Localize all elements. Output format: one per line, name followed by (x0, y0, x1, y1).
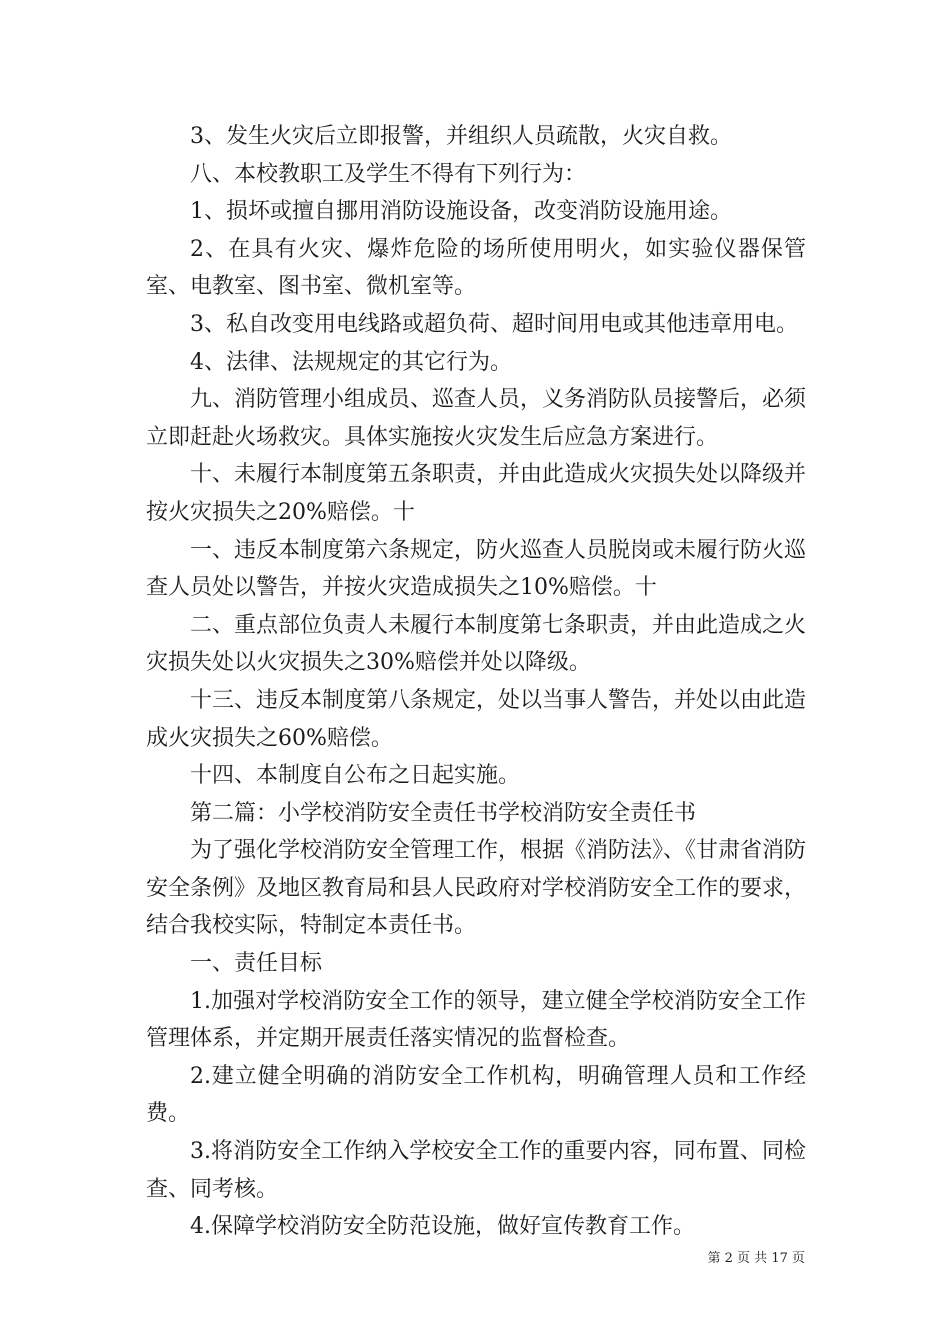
paragraph: 1.加强对学校消防安全工作的领导，建立健全学校消防安全工作管理体系，并定期开展责任落实情况的监督检查。 (146, 988, 806, 1052)
paragraph: 九、消防管理小组成员、巡查人员，义务消防队员接警后，必须立即赶赴火场救灾。具体实施按火灾发生后应急方案进行。 (146, 387, 807, 450)
paragraph: 1、损坏或擅自挪用消防设施设备，改变消防设施用途。 (190, 199, 732, 225)
paragraph: 十四、本制度自公布之日起实施。 (190, 763, 521, 789)
paragraph: 二、重点部位负责人未履行本制度第七条职责，并由此造成之火灾损失处以火灾损失之30%赔偿并处以降级。 (146, 612, 807, 676)
document-body (146, 118, 806, 1246)
paragraph: 十三、违反本制度第八条规定，处以当事人警告，并处以由此造成火灾损失之60%赔偿。 (146, 687, 807, 751)
paragraph: 八、本校教职工及学生不得有下列行为： (190, 161, 587, 187)
paragraph: 3.将消防安全工作纳入学校安全工作的重要内容，同布置、同检查、同考核。 (146, 1139, 806, 1202)
paragraph: 4.保障学校消防安全防范设施，做好宣传教育工作。 (190, 1214, 695, 1240)
paragraph: 4、法律、法规规定的其它行为。 (190, 349, 512, 375)
paragraph: 十、未履行本制度第五条职责，并由此造成火灾损失处以降级并按火灾损失之20%赔偿。十 (146, 462, 807, 525)
paragraph: 2、在具有火灾、爆炸危险的场所使用明火，如实验仪器保管室、电教室、图书室、微机室等。 (146, 236, 806, 300)
paragraph: 为了强化学校消防安全管理工作，根据《消防法》、《甘肃省消防安全条例》及地区教育局和县人民政府对学校消防安全工作的要求，结合我校实际，特制定本责任书。 (146, 838, 807, 939)
paragraph: 一、违反本制度第六条规定，防火巡查人员脱岗或未履行防火巡查人员处以警告，并按火灾造成损失之10%赔偿。十 (146, 537, 807, 601)
paragraph: 2.建立健全明确的消防安全工作机构，明确管理人员和工作经费。 (146, 1063, 806, 1127)
section-heading: 第二篇：小学校消防安全责任书学校消防安全责任书 (190, 800, 697, 826)
paragraph: 3、私自改变用电线路或超负荷、超时间用电或其他违章用电。 (190, 311, 798, 337)
page-number: 第 2 页 共 17 页 (707, 1251, 805, 1266)
section-heading: 一、责任目标 (190, 951, 323, 977)
paragraph: 3、发生火灾后立即报警，并组织人员疏散，火灾自救。 (190, 124, 732, 149)
